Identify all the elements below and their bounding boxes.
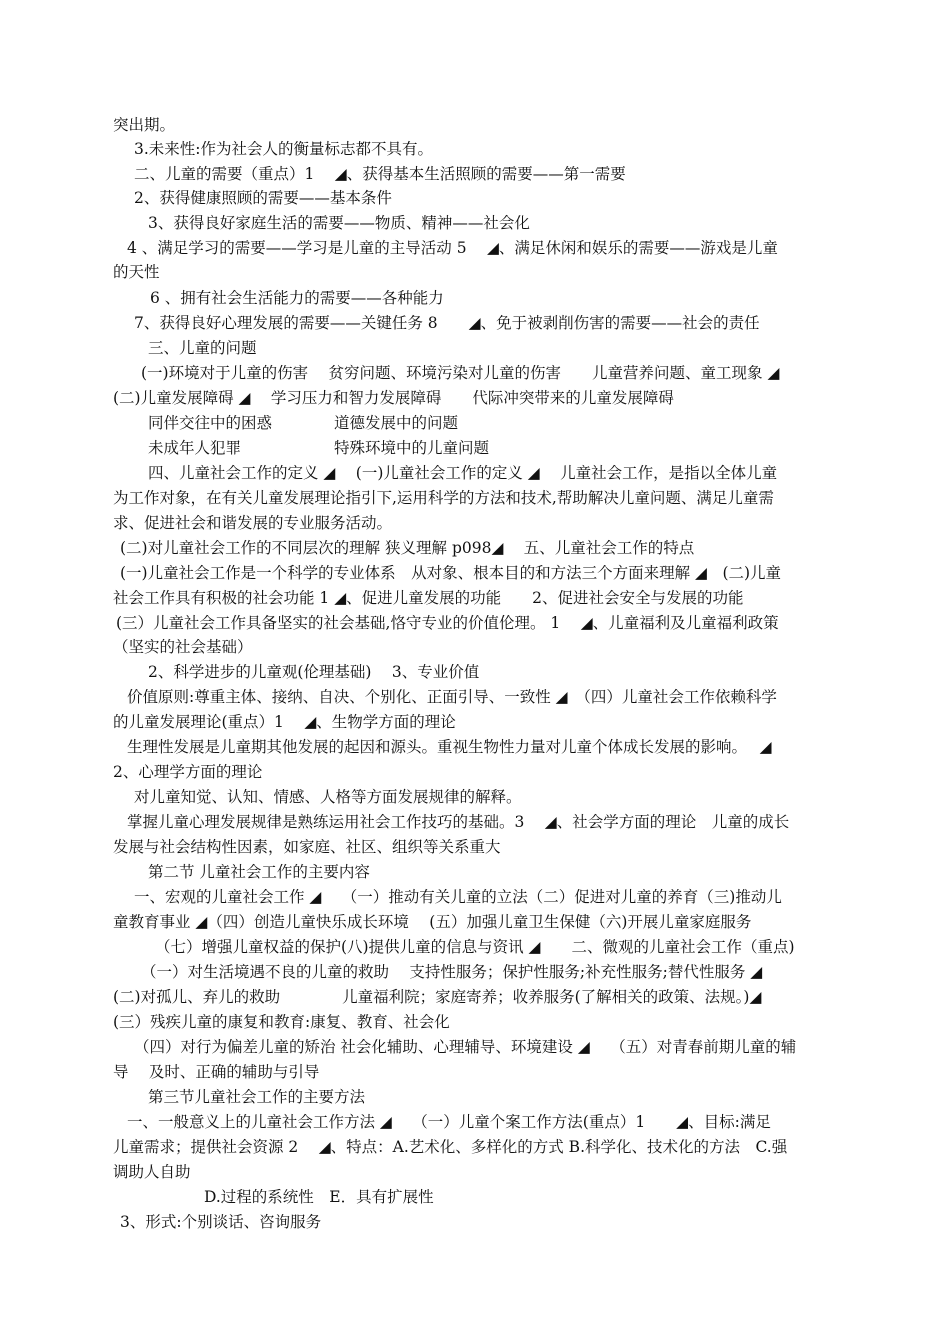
text-line: 发展与社会结构性因素，如家庭、社区、组织等关系重大 [113,838,501,856]
text-line: 同伴交往中的困惑 道德发展中的问题 [148,414,459,432]
text-line: 一、一般意义上的儿童社会工作方法 ◢ （一）儿童个案工作方法(重点）1 ◢、目标:满足 [127,1113,771,1131]
text-line: 童教育事业 ◢（四）创造儿童快乐成长环境 (五）加强儿童卫生保健（六)开展儿童家庭服务 [113,913,752,931]
text-line: （坚实的社会基础） [113,638,253,656]
text-line: （四）对行为偏差儿童的矫治 社会化辅助、心理辅导、环境建设 ◢ （五）对青春前期儿童的辅 [134,1038,797,1056]
text-line: 儿童需求；提供社会资源 2 ◢、特点：A.艺术化、多样化的方式 B.科学化、技术化的方法 C.强 [113,1138,788,1156]
text-line: D.过程的系统性 E．具有扩展性 [204,1188,434,1206]
text-line: （一）对生活境遇不良的儿童的救助 支持性服务；保护性服务;补充性服务;替代性服务 ◢ [141,963,763,981]
text-line: 未成年人犯罪 特殊环境中的儿童问题 [148,439,490,457]
text-line: 为工作对象，在有关儿童发展理论指引下,运用科学的方法和技术,帮助解决儿童问题、满足儿童需 [113,489,774,507]
text-line: 一、宏观的儿童社会工作 ◢ （一）推动有关儿童的立法（二）促进对儿童的养育（三)推动儿 [134,888,782,906]
section-heading: 第二节 儿童社会工作的主要内容 [148,863,370,881]
text-line: 社会工作具有积极的社会功能 1 ◢、促进儿童发展的功能 2、促进社会安全与发展的功能 [113,589,744,607]
text-line: 的天性 [113,263,160,281]
section-heading: 第三节儿童社会工作的主要方法 [148,1088,366,1106]
text-line: (三）残疾儿童的康复和教育:康复、教育、社会化 [113,1013,450,1031]
text-line: (二)儿童发展障碍 ◢ 学习压力和智力发展障碍 代际冲突带来的儿童发展障碍 [113,389,674,407]
text-line: 二、儿童的需要（重点）1 ◢、获得基本生活照顾的需要——第一需要 [134,165,626,183]
text-line: (一)环境对于儿童的伤害 贫穷问题、环境污染对儿童的伤害 儿童营养问题、童工现象 ◢ [141,364,780,382]
text-line: 2、获得健康照顾的需要——基本条件 [134,189,392,207]
text-line: 3.未来性:作为社会人的衡量标志都不具有。 [134,140,434,158]
text-line: 6 、拥有社会生活能力的需要——各种能力 [150,289,444,307]
text-line: 调助人自助 [113,1163,191,1181]
text-line: 的儿童发展理论(重点）1 ◢、生物学方面的理论 [113,713,456,731]
section-heading: 三、儿童的问题 [148,339,257,357]
text-line: 生理性发展是儿童期其他发展的起因和源头。重视生物性力量对儿童个体成长发展的影响。 ◢ [127,738,772,756]
text-line: 2、科学进步的儿童观(伦理基础) 3、专业价值 [148,663,480,681]
text-line: 价值原则:尊重主体、接纳、自决、个别化、正面引导、一致性 ◢ （四）儿童社会工作依赖科学 [127,688,777,706]
text-line: (二)对儿童社会工作的不同层次的理解 狭义理解 p098◢ 五、儿童社会工作的特点 [120,539,695,557]
text-line: 突出期。 [113,116,176,134]
text-line: (三）儿童社会工作具备坚实的社会基础,恪守专业的价值伦理。 1 ◢、儿童福利及儿童福利政策 [116,614,779,632]
text-line: (二)对孤儿、弃儿的救助 儿童福利院；家庭寄养；收养服务(了解相关的政策、法规。)◢ [113,988,762,1006]
text-line: 四、儿童社会工作的定义 ◢ (一)儿童社会工作的定义 ◢ 儿童社会工作，是指以全体儿童 [148,464,778,482]
text-line: 求、促进社会和谐发展的专业服务活动。 [113,514,393,532]
text-line: 2、心理学方面的理论 [113,763,263,781]
text-line: 导 及时、正确的辅助与引导 [113,1063,320,1081]
text-line: 掌握儿童心理发展规律是熟练运用社会工作技巧的基础。3 ◢、社会学方面的理论 儿童的成长 [127,813,790,831]
text-line: 7、获得良好心理发展的需要——关键任务 8 ◢、免于被剥削伤害的需要——社会的责任 [134,314,760,332]
text-line: 3、形式:个别谈话、咨询服务 [120,1213,322,1231]
text-line: （七）增强儿童权益的保护(八)提供儿童的信息与资讯 ◢ 二、微观的儿童社会工作（重点) [155,938,795,956]
text-line: 对儿童知觉、认知、情感、人格等方面发展规律的解释。 [134,788,522,806]
text-line: 4 、满足学习的需要——学习是儿童的主导活动 5 ◢、满足休闲和娱乐的需要——游戏是儿童 [127,239,778,257]
text-line: 3、获得良好家庭生活的需要——物质、精神——社会化 [148,214,530,232]
text-line: (一)儿童社会工作是一个科学的专业体系 从对象、根本目的和方法三个方面来理解 ◢ (二)儿童 [120,564,782,582]
